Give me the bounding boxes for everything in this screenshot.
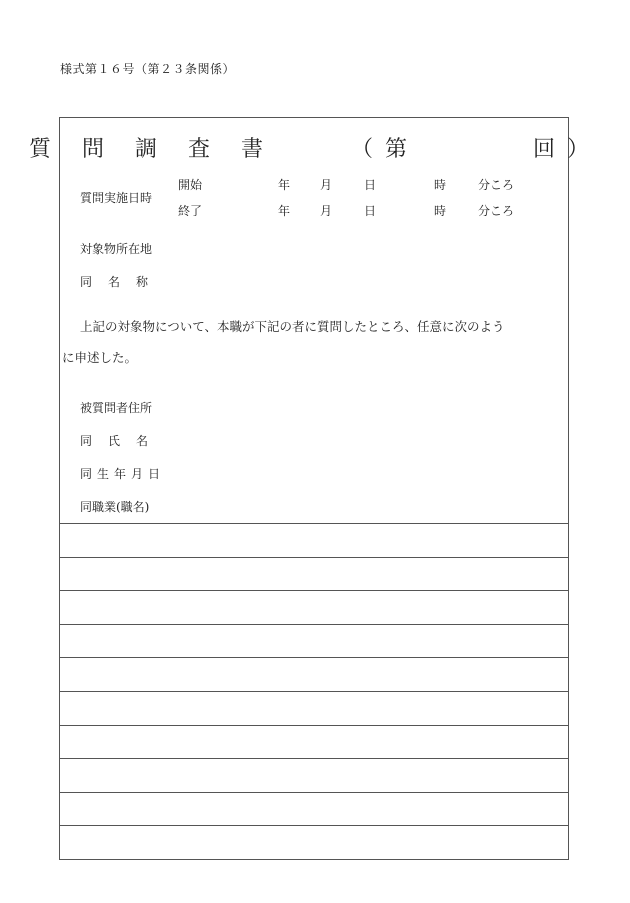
document-title xyxy=(0,132,630,163)
statement-text xyxy=(62,316,567,369)
end-hour: 時 xyxy=(434,204,447,218)
respondent-job-label: 同職業(職名) xyxy=(80,500,150,514)
form-number: 様式第１６号（第２３条関係） xyxy=(60,62,236,76)
respondent-birth-label: 同生年月日 xyxy=(80,467,166,481)
ruled-line xyxy=(60,792,569,793)
ruled-line xyxy=(60,825,569,826)
title-main: 質 問 調 査 書 xyxy=(29,137,275,162)
start-year: 年 xyxy=(278,178,291,192)
respondent-name-label: 同 氏 名 xyxy=(80,434,151,448)
end-year: 年 xyxy=(278,204,291,218)
start-label: 開始 xyxy=(178,178,203,192)
ruled-line xyxy=(60,758,569,759)
location-label: 対象物所在地 xyxy=(80,242,153,256)
target-name-label: 同 名 称 xyxy=(80,275,151,289)
ruled-line xyxy=(60,691,569,692)
title-open: （第 xyxy=(350,137,419,162)
end-month: 月 xyxy=(320,204,333,218)
end-minute: 分ころ xyxy=(478,204,515,218)
ruled-line xyxy=(60,624,569,625)
respondent-address-label: 被質問者住所 xyxy=(80,401,153,415)
ruled-line xyxy=(60,657,569,658)
schedule-label: 質問実施日時 xyxy=(80,191,153,205)
end-day: 日 xyxy=(364,204,377,218)
title-close: 回） xyxy=(532,137,601,162)
start-hour: 時 xyxy=(434,178,447,192)
start-minute: 分ころ xyxy=(478,178,515,192)
ruled-line xyxy=(60,590,569,591)
start-month: 月 xyxy=(320,178,333,192)
ruled-line xyxy=(60,725,569,726)
start-day: 日 xyxy=(364,178,377,192)
form-frame xyxy=(59,117,569,860)
end-label: 終了 xyxy=(178,204,203,218)
statement-line-1: 上記の対象物について、本職が下記の者に質問したところ、任意に次のよう xyxy=(80,319,505,334)
ruled-line xyxy=(60,523,569,524)
statement-line-2: に申述した。 xyxy=(62,350,138,365)
ruled-line xyxy=(60,557,569,558)
